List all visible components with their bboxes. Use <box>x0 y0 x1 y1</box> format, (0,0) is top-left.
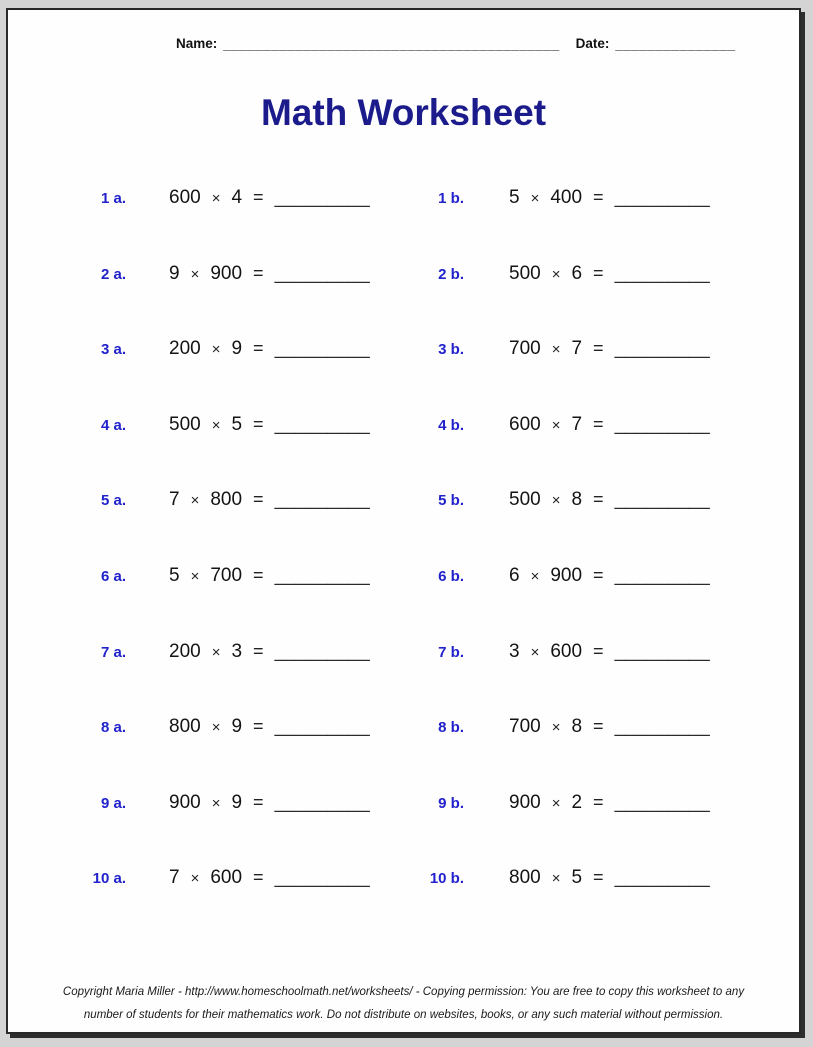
multiplier: 700 <box>210 564 243 586</box>
equals-sign: = <box>593 413 604 434</box>
problem-3a <box>8 338 404 414</box>
problem-row <box>8 641 799 717</box>
problem-label: 10 b. <box>429 870 464 888</box>
problem-expression <box>169 716 370 738</box>
problem-label: 9 a. <box>100 794 126 812</box>
worksheet-title: Math Worksheet <box>260 92 547 133</box>
problem-8a <box>8 716 404 792</box>
multiplicand: 9 <box>169 262 180 284</box>
problem-label: 7 b. <box>438 643 464 661</box>
problem-label: 6 b. <box>438 567 464 585</box>
problem-expression <box>509 792 710 814</box>
multiplicand: 200 <box>169 338 201 360</box>
multiplier: 900 <box>210 262 243 284</box>
problem-label: 5 a. <box>100 492 126 510</box>
problem-expression <box>509 641 710 663</box>
multiplicand: 7 <box>169 867 180 889</box>
problem-expression <box>509 716 710 738</box>
answer-blank: _________ <box>274 640 370 662</box>
problem-row <box>8 792 799 868</box>
problem-label: 8 a. <box>100 719 126 737</box>
problem-expression <box>169 187 370 209</box>
multiplier: 9 <box>231 338 243 360</box>
multiplier: 7 <box>571 338 583 360</box>
date-label: Date: <box>575 36 610 51</box>
times-sign: × <box>190 265 200 283</box>
times-sign: × <box>211 643 221 661</box>
answer-blank: _________ <box>274 867 370 889</box>
problem-expression <box>509 263 710 285</box>
answer-blank: _________ <box>274 187 370 208</box>
multiplicand: 600 <box>509 413 541 435</box>
multiplicand: 6 <box>509 564 520 586</box>
equals-sign: = <box>253 338 264 359</box>
multiplier: 9 <box>231 716 243 738</box>
problem-label: 5 b. <box>438 492 464 510</box>
equals-sign: = <box>593 867 604 888</box>
problem-expression <box>169 338 370 360</box>
equals-sign: = <box>253 791 264 812</box>
problem-expression <box>169 489 370 511</box>
problem-9b <box>404 792 799 868</box>
equals-sign: = <box>253 716 264 737</box>
header <box>8 36 799 51</box>
times-sign: × <box>211 416 221 434</box>
equals-sign: = <box>593 338 604 359</box>
problem-label: 7 a. <box>100 643 126 661</box>
multiplicand: 800 <box>169 716 201 738</box>
times-sign: × <box>551 341 561 359</box>
answer-blank: _________ <box>274 338 370 360</box>
problem-8b <box>404 716 799 792</box>
problem-7a <box>8 641 404 717</box>
problem-label: 1 a. <box>100 190 126 207</box>
problem-label: 10 a. <box>92 870 126 888</box>
times-sign: × <box>551 416 561 434</box>
multiplier: 400 <box>550 187 583 208</box>
multiplicand: 500 <box>169 413 201 435</box>
problem-label: 8 b. <box>438 719 464 737</box>
answer-blank: _________ <box>614 564 710 586</box>
problem-4b <box>404 414 799 490</box>
multiplicand: 3 <box>509 640 520 662</box>
multiplicand: 900 <box>169 791 201 813</box>
times-sign: × <box>551 870 561 888</box>
problem-expression <box>169 414 370 436</box>
problem-expression <box>509 187 710 209</box>
times-sign: × <box>530 190 540 207</box>
problem-9a <box>8 792 404 868</box>
multiplicand: 5 <box>169 564 180 586</box>
multiplicand: 500 <box>509 489 541 511</box>
problem-row <box>8 414 799 490</box>
problem-label: 4 a. <box>100 416 126 434</box>
equals-sign: = <box>593 262 604 283</box>
equals-sign: = <box>593 640 604 661</box>
problem-expression <box>169 263 370 285</box>
answer-blank: _________ <box>614 262 710 284</box>
problem-label: 9 b. <box>438 794 464 812</box>
problems-grid <box>8 187 799 943</box>
answer-blank: _________ <box>274 564 370 586</box>
multiplier: 5 <box>231 413 243 435</box>
copyright-line-2: number of students for their mathematics work. Do not distribute on websites, books, or any such material without permission. <box>83 1008 724 1021</box>
equals-sign: = <box>593 187 604 207</box>
multiplier: 6 <box>571 262 583 284</box>
answer-blank: _________ <box>614 640 710 662</box>
multiplicand: 200 <box>169 640 201 662</box>
equals-sign: = <box>253 564 264 585</box>
multiplier: 900 <box>550 564 583 586</box>
answer-blank: _________ <box>614 413 710 435</box>
problem-expression <box>169 867 370 889</box>
equals-sign: = <box>253 640 264 661</box>
times-sign: × <box>551 492 561 510</box>
multiplier: 8 <box>571 489 583 511</box>
equals-sign: = <box>253 262 264 283</box>
problem-2a <box>8 263 404 339</box>
multiplier: 3 <box>231 640 243 662</box>
problem-label: 3 b. <box>438 341 464 359</box>
problem-7b <box>404 641 799 717</box>
times-sign: × <box>211 719 221 737</box>
problem-label: 6 a. <box>100 567 126 585</box>
problem-5b <box>404 489 799 565</box>
problem-1b <box>404 187 799 263</box>
multiplicand: 800 <box>509 867 541 889</box>
answer-blank: _________ <box>274 791 370 813</box>
multiplicand: 600 <box>169 187 201 208</box>
name-line: __________________________________________ <box>223 36 560 51</box>
answer-blank: _________ <box>614 867 710 889</box>
answer-blank: _________ <box>274 413 370 435</box>
problem-row <box>8 489 799 565</box>
problem-2b <box>404 263 799 339</box>
times-sign: × <box>551 719 561 737</box>
multiplier: 600 <box>550 640 583 662</box>
copyright-line-1: Copyright Maria Miller - http://www.homeschoolmath.net/worksheets/ - Copying permission: You are free to copy this worksheet to any <box>62 985 745 998</box>
problem-4a <box>8 414 404 490</box>
problem-expression <box>169 792 370 814</box>
multiplier: 5 <box>571 867 583 889</box>
times-sign: × <box>211 190 221 207</box>
worksheet-page <box>6 8 801 1034</box>
multiplicand: 7 <box>169 489 180 511</box>
times-sign: × <box>551 794 561 812</box>
multiplier: 800 <box>210 489 243 511</box>
multiplier: 8 <box>571 716 583 738</box>
problem-label: 2 a. <box>100 265 126 283</box>
name-label: Name: <box>176 36 218 51</box>
equals-sign: = <box>593 791 604 812</box>
equals-sign: = <box>253 867 264 888</box>
problem-expression <box>509 489 710 511</box>
equals-sign: = <box>253 187 264 207</box>
equals-sign: = <box>253 489 264 510</box>
answer-blank: _________ <box>614 489 710 511</box>
answer-blank: _________ <box>614 791 710 813</box>
problem-row <box>8 716 799 792</box>
times-sign: × <box>530 643 540 661</box>
answer-blank: _________ <box>614 338 710 360</box>
problem-expression <box>509 414 710 436</box>
times-sign: × <box>530 567 540 585</box>
problem-5a <box>8 489 404 565</box>
problem-row <box>8 867 799 943</box>
multiplicand: 700 <box>509 338 541 360</box>
equals-sign: = <box>593 564 604 585</box>
problem-expression <box>169 565 370 587</box>
answer-blank: _________ <box>274 489 370 511</box>
multiplier: 600 <box>210 867 243 889</box>
copyright-notice <box>8 981 799 1027</box>
answer-blank: _________ <box>614 187 710 208</box>
answer-blank: _________ <box>614 716 710 738</box>
problem-label: 3 a. <box>100 341 126 359</box>
date-line: _______________ <box>615 36 736 51</box>
problem-row <box>8 338 799 414</box>
multiplicand: 700 <box>509 716 541 738</box>
problem-row <box>8 565 799 641</box>
multiplicand: 500 <box>509 262 541 284</box>
problem-label: 1 b. <box>438 190 464 207</box>
problem-3b <box>404 338 799 414</box>
answer-blank: _________ <box>274 262 370 284</box>
multiplicand: 5 <box>509 187 520 208</box>
problem-expression <box>509 867 710 889</box>
problem-1a <box>8 187 404 263</box>
problem-row <box>8 187 799 263</box>
equals-sign: = <box>593 716 604 737</box>
times-sign: × <box>211 794 221 812</box>
times-sign: × <box>190 870 200 888</box>
problem-6b <box>404 565 799 641</box>
answer-blank: _________ <box>274 716 370 738</box>
multiplicand: 900 <box>509 791 541 813</box>
problem-10b <box>404 867 799 943</box>
multiplier: 9 <box>231 791 243 813</box>
equals-sign: = <box>593 489 604 510</box>
equals-sign: = <box>253 413 264 434</box>
multiplier: 2 <box>571 791 583 813</box>
problem-label: 4 b. <box>438 416 464 434</box>
times-sign: × <box>190 492 200 510</box>
problem-expression <box>169 641 370 663</box>
problem-expression <box>509 338 710 360</box>
problem-6a <box>8 565 404 641</box>
problem-row <box>8 263 799 339</box>
multiplier: 4 <box>231 187 243 208</box>
times-sign: × <box>211 341 221 359</box>
times-sign: × <box>551 265 561 283</box>
problem-expression <box>509 565 710 587</box>
problem-10a <box>8 867 404 943</box>
problem-label: 2 b. <box>438 265 464 283</box>
multiplier: 7 <box>571 413 583 435</box>
times-sign: × <box>190 567 200 585</box>
